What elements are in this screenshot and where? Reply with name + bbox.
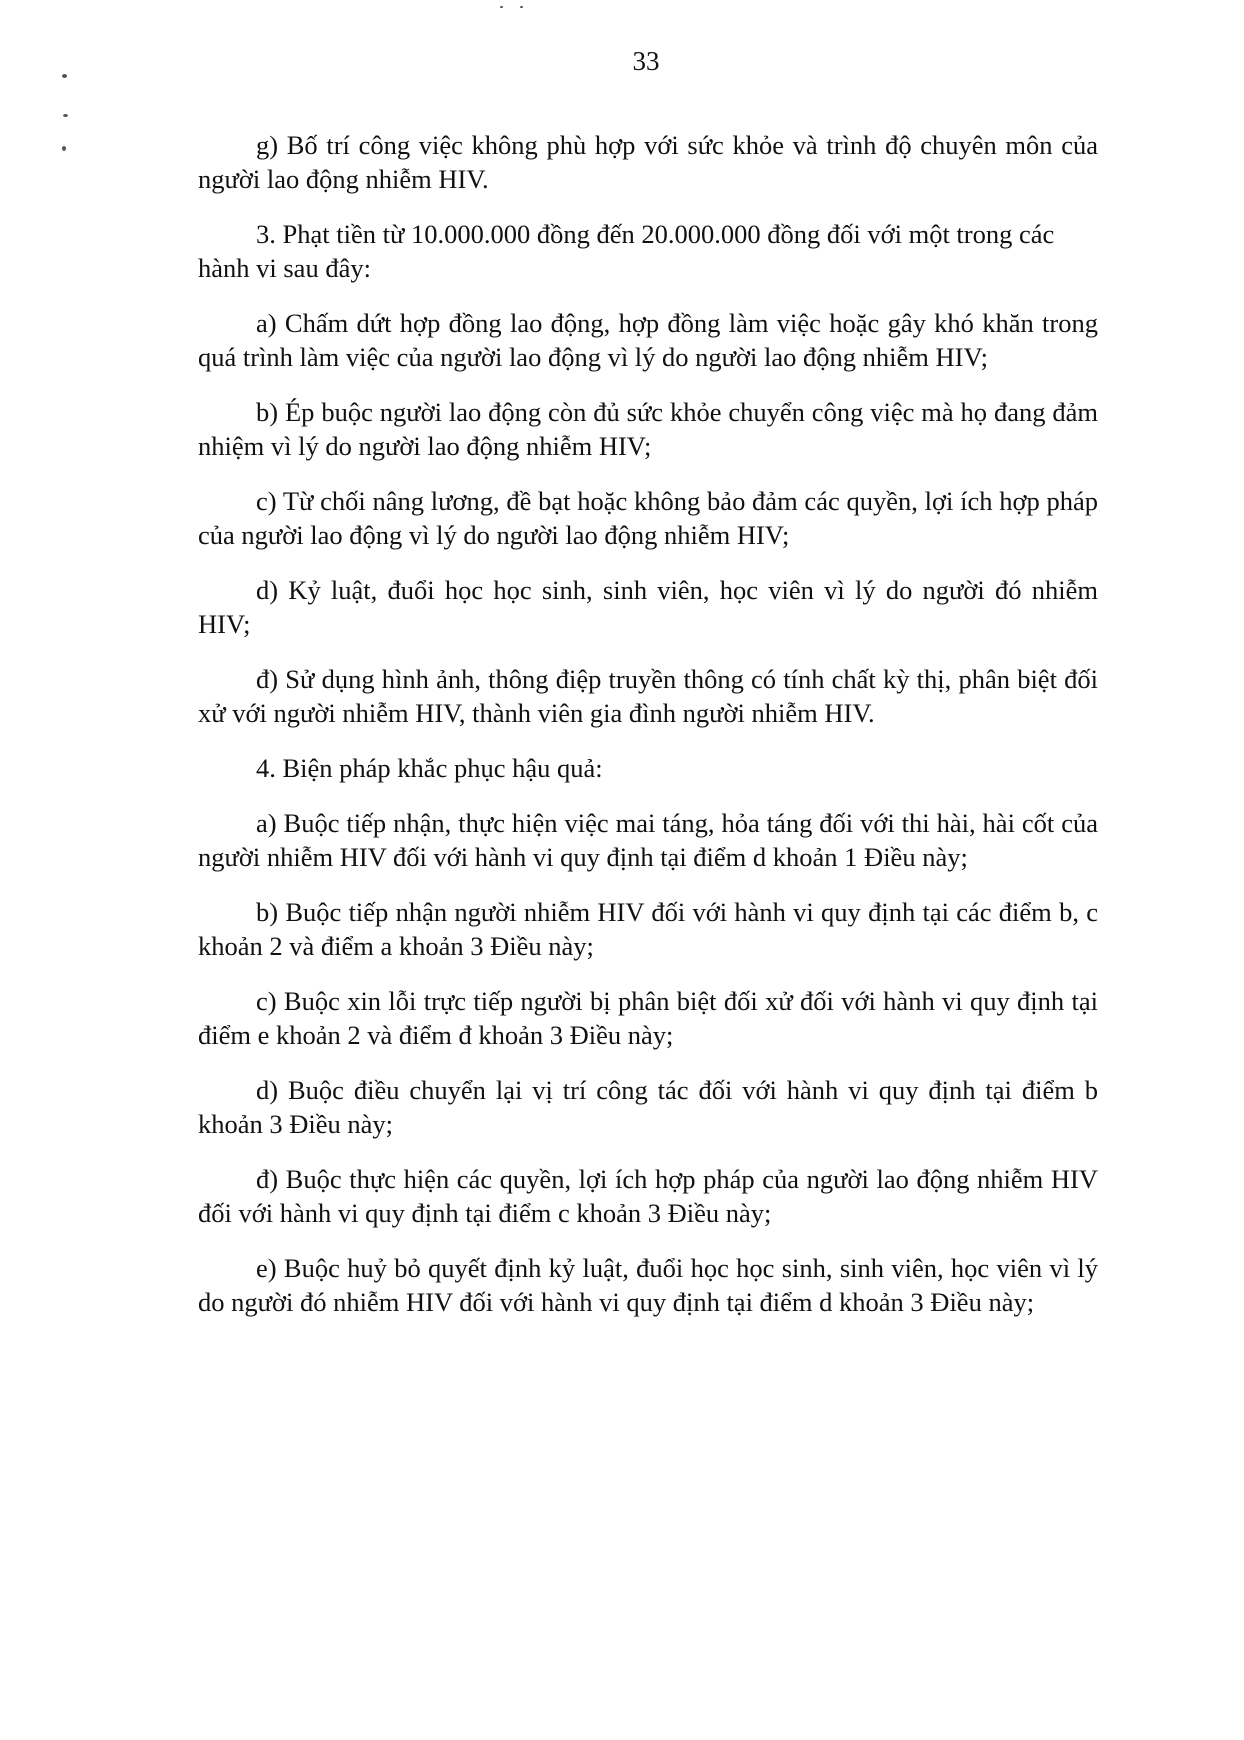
scan-speck xyxy=(62,146,66,151)
paragraph-d-clause-3: d) Kỷ luật, đuổi học học sinh, sinh viên, học viên vì lý do người đó nhiễm HIV; xyxy=(198,575,1098,639)
paragraph-clause-3-heading: 3. Phạt tiền từ 10.000.000 đồng đến 20.000.000 đồng đối với một trong các hành vi sau đây: xyxy=(198,219,1055,283)
paragraph-g-clause-2: g) Bố trí công việc không phù hợp với sức khỏe và trình độ chuyên môn của người lao động nhiễm HIV. xyxy=(198,130,1098,194)
scan-speck xyxy=(63,114,68,117)
paragraph-dd-clause-4: đ) Buộc thực hiện các quyền, lợi ích hợp pháp của người lao động nhiễm HIV đối với hành vi quy định tại điểm c khoản 3 Điều này; xyxy=(198,1164,1098,1228)
paragraph-b-clause-4: b) Buộc tiếp nhận người nhiễm HIV đối với hành vi quy định tại các điểm b, c khoản 2 và điểm a khoản 3 Điều này; xyxy=(198,897,1098,961)
paragraph-c-clause-4: c) Buộc xin lỗi trực tiếp người bị phân biệt đối xử đối với hành vi quy định tại điểm e khoản 2 và điểm đ khoản 3 Điều này; xyxy=(198,986,1098,1050)
paragraph-a-clause-4: a) Buộc tiếp nhận, thực hiện việc mai táng, hỏa táng đối với thi hài, hài cốt của người nhiễm HIV đối với hành vi quy định tại điểm d khoản 1 Điều này; xyxy=(198,808,1098,872)
document-body xyxy=(198,128,1098,1340)
page-number: 33 xyxy=(632,46,660,76)
paragraph-c-clause-3: c) Từ chối nâng lương, đề bạt hoặc không bảo đảm các quyền, lợi ích hợp pháp của người lao động vì lý do người lao động nhiễm HIV; xyxy=(198,486,1098,550)
paragraph-dd-clause-3: đ) Sử dụng hình ảnh, thông điệp truyền thông có tính chất kỳ thị, phân biệt đối xử với người nhiễm HIV, thành viên gia đình người nhiễm HIV. xyxy=(198,664,1098,728)
paragraph-a-clause-3: a) Chấm dứt hợp đồng lao động, hợp đồng làm việc hoặc gây khó khăn trong quá trình làm việc của người lao động vì lý do người lao động nhiễm HIV; xyxy=(198,308,1098,372)
paragraph-e-clause-4: e) Buộc huỷ bỏ quyết định kỷ luật, đuổi học học sinh, sinh viên, học viên vì lý do người đó nhiễm HIV đối với hành vi quy định tại điểm d khoản 3 Điều này; xyxy=(198,1253,1098,1317)
paragraph-clause-4-heading: 4. Biện pháp khắc phục hậu quả: xyxy=(256,753,603,783)
scan-speck xyxy=(520,6,523,8)
paragraph-d-clause-4: d) Buộc điều chuyển lại vị trí công tác đối với hành vi quy định tại điểm b khoản 3 Điều này; xyxy=(198,1075,1098,1139)
scan-speck xyxy=(500,6,503,8)
paragraph-b-clause-3: b) Ép buộc người lao động còn đủ sức khỏe chuyển công việc mà họ đang đảm nhiệm vì lý do người lao động nhiễm HIV; xyxy=(198,397,1098,461)
